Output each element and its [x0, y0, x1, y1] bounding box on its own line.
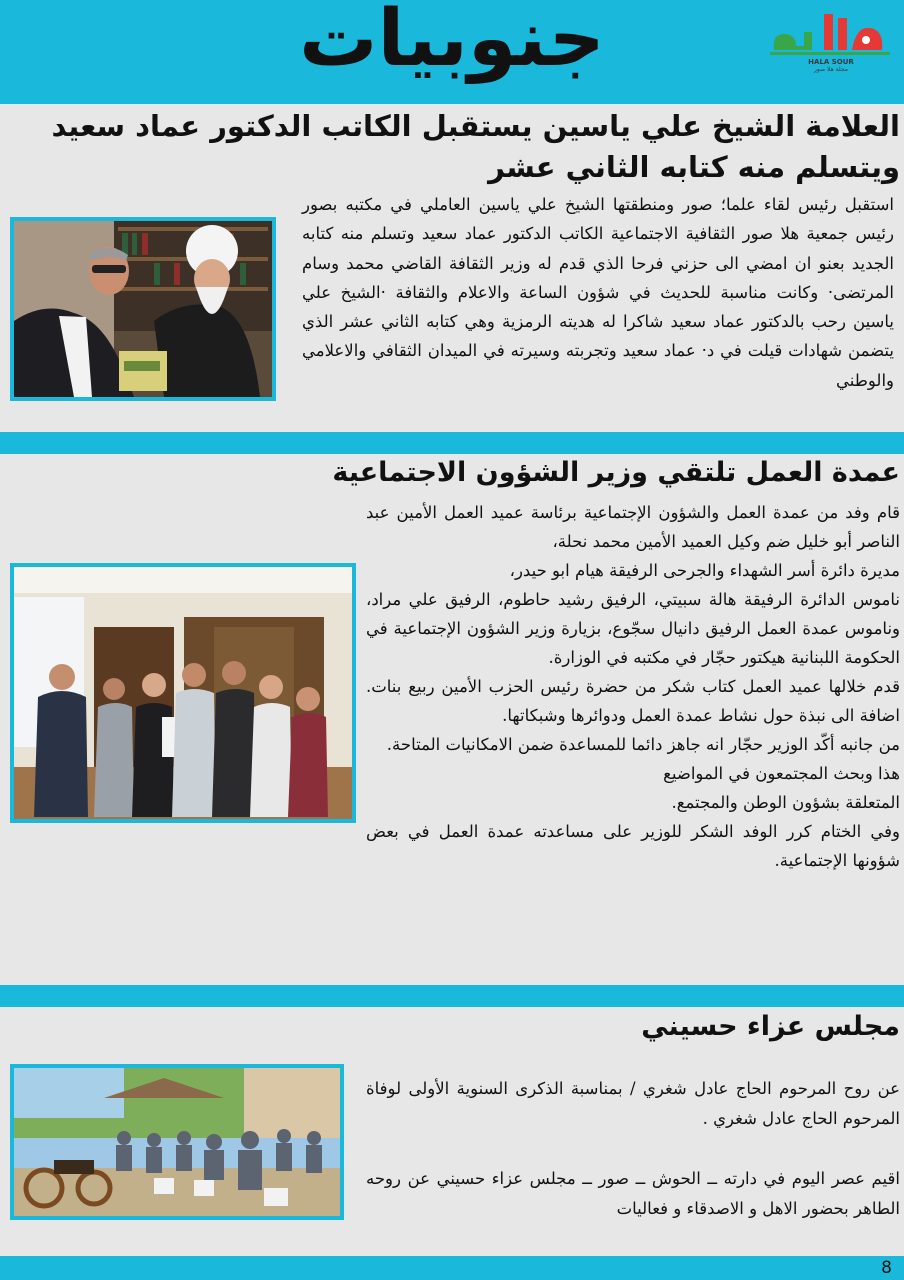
section-divider: [0, 432, 904, 454]
masthead-band: [0, 0, 904, 104]
paragraph: مديرة دائرة أسر الشهداء والجرحى الرفيقة هيام ابو حيدر،: [509, 561, 900, 580]
paragraph: من جانبه أكّد الوزير حجّار انه جاهز دائما للمساعدة ضمن الامكانيات المتاحة.: [386, 735, 900, 754]
paragraph: وفي الختام كرر الوفد الشكر للوزير على مساعدته عمدة العمل في بعض شؤونها الإجتماعية.: [366, 822, 900, 870]
paragraph: المتعلقة بشؤون الوطن والمجتمع.: [671, 793, 900, 812]
paragraph: ناموس الدائرة الرفيقة هالة سبيتي، الرفيق رشيد حاطوم، الرفيق علي مراد، وناموس عمدة العمل الرفيق دانيال سجّوع، بزيارة وزير الشؤون الإجتماعية في الحكومة اللبنانية هيكتور حجّار في مكتبه في الوزارة.: [366, 590, 900, 667]
paragraph: استقبل رئيس لقاء علما؛ صور ومنطقتها الشيخ علي ياسين العاملي في مكتبه بصور رئيس جمعية هلا صور الثقافية الاجتماعية الكاتب الدكتور عماد سعيد وتسلم منه كتابه الجديد بعنو ان امضي الى حزني فرحا الذي قدم له وزير الثقافة القاضي محمد وسام المرتضى· وكانت مناسبة للحديث في شؤون الساعة والاعلام والثقافة ·الشيخ علي ياسين رحب بالدكتور عماد سعيد شاكرا له هديته الرمزية وهي كتابه الثاني عشر الذي يتضمن شهادات قيلت في د· عماد سعيد وتجربته وسيرته في الميدان الثقافي والاعلامي والوطني: [302, 195, 894, 390]
article-3-headline: مجلس عزاء حسيني: [641, 1011, 900, 1042]
paragraph: اقيم عصر اليوم في دارته ــ الحوش ــ صور ــ مجلس عزاء حسيني عن روحه الطاهر بحضور الاهل و الاصدقاء و فعاليات: [366, 1169, 900, 1218]
photo-sheikh-and-author-icon: [14, 221, 272, 397]
photo-condolence-gathering-icon: [14, 1068, 340, 1216]
paragraph: عن روح المرحوم الحاج عادل شغري / بمناسبة الذكرى السنوية الأولى لوفاة المرحوم الحاج عادل شغري .: [366, 1079, 900, 1128]
article-1-photo: [10, 217, 276, 401]
hala-sour-logo: [766, 12, 896, 72]
article-2-body: [366, 498, 900, 875]
logo-subtext: مجلة هلا صور: [814, 66, 848, 73]
paragraph: هذا وبحث المجتمعون في المواضيع: [663, 764, 900, 783]
article-3-body: [366, 1074, 900, 1224]
footer-band: [0, 1256, 904, 1280]
paragraph: قدم خلالها عميد العمل كتاب شكر من حضرة رئيس الحزب الأمين ربيع بنات. اضافة الى نبذة حول نشاط عمدة العمل ودوائرها وشبكاتها.: [366, 677, 900, 725]
article-2-photo: [10, 563, 356, 823]
article-3-photo: [10, 1064, 344, 1220]
logo-mark-icon: [766, 12, 896, 60]
article-2-headline: عمدة العمل تلتقي وزير الشؤون الاجتماعية: [332, 457, 900, 488]
article-1-headline: العلامة الشيخ علي ياسين يستقبل الكاتب الدكتور عماد سعيد ويتسلم منه كتابه الثاني عشر: [51, 109, 900, 184]
page-number: 8: [881, 1258, 892, 1278]
logo-text: HALA SOUR: [808, 58, 854, 66]
masthead-title: جنوبيات: [299, 0, 605, 84]
article-1-body: [302, 190, 894, 395]
photo-delegation-meeting-icon: [14, 567, 352, 819]
paragraph-spacer: [366, 1134, 900, 1164]
section-divider: [0, 985, 904, 1007]
paragraph: قام وفد من عمدة العمل والشؤون الإجتماعية برئاسة عميد العمل الأمين عبد الناصر أبو خليل ضم وكيل العميد الأمين محمد نحلة،: [366, 503, 900, 551]
